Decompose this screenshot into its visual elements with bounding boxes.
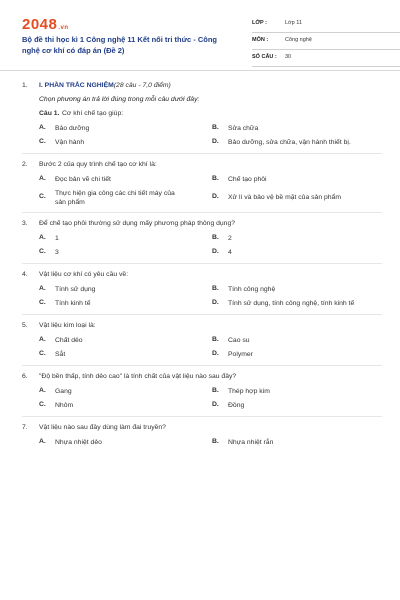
- option-text: Bảo dưỡng, sửa chữa, vận hành thiết bị.: [228, 139, 351, 146]
- option-row: [22, 245, 382, 259]
- option-text: Polymer: [228, 351, 253, 358]
- option-letter: B.: [212, 336, 219, 343]
- question-6: [22, 370, 382, 412]
- option-row: [22, 296, 382, 310]
- option-text: Chế tạo phôi: [228, 176, 267, 183]
- option-text: Chất dẻo: [55, 337, 83, 344]
- option-text: Thép hợp kim: [228, 388, 270, 395]
- question-text: "Độ bền thấp, tính dẻo cao" là tính chất của vật liệu nào sau đây?: [39, 373, 237, 380]
- question-3: [22, 217, 382, 259]
- option-text: Sửa chữa: [228, 125, 259, 132]
- option-text: Vận hành: [55, 139, 85, 146]
- option-text: Đọc bản vẽ chi tiết: [55, 176, 111, 183]
- option-text: 3: [55, 249, 59, 256]
- question-text: Vật liệu cơ khí có yêu cầu về:: [39, 271, 129, 278]
- meta-row-class: [252, 16, 400, 33]
- question-heading: [22, 421, 382, 435]
- option-text: Gang: [55, 388, 72, 395]
- option-letter: B.: [212, 438, 219, 445]
- question-divider: [22, 212, 382, 213]
- question-divider: [22, 416, 382, 417]
- options: [22, 282, 382, 310]
- option-letter: D.: [212, 193, 219, 200]
- question-divider: [22, 314, 382, 315]
- options: [22, 435, 382, 449]
- option-letter: A.: [39, 336, 46, 343]
- option-letter: B.: [212, 234, 219, 241]
- meta-value: Công nghệ: [285, 37, 312, 43]
- question-heading: [22, 319, 382, 333]
- option-text: Tính công nghệ: [228, 286, 276, 293]
- options: [22, 172, 382, 208]
- meta-label: MÔN :: [252, 37, 269, 43]
- question-number: 1.: [22, 82, 28, 89]
- logo-text: 2048: [22, 16, 58, 33]
- option-text: Cao su: [228, 337, 250, 344]
- option-letter: A.: [39, 285, 46, 292]
- question-7: [22, 421, 382, 449]
- meta-row-count: [252, 50, 400, 67]
- option-row: [22, 435, 382, 449]
- question-text: Để chế tạo phôi thường sử dụng mấy phương pháp thông dụng?: [39, 220, 236, 227]
- option-text: Tính sử dụng: [55, 286, 96, 293]
- option-row: [22, 384, 382, 398]
- option-text: Nhôm: [55, 402, 74, 409]
- option-letter: B.: [212, 387, 219, 394]
- section-note: (28 câu - 7,0 điểm): [113, 82, 171, 89]
- option-row: [22, 347, 382, 361]
- question-text: Vật liệu nào sau đây dùng làm đai truyền?: [39, 424, 166, 431]
- option-text: Bảo dưỡng: [55, 125, 90, 132]
- question-number: 6.: [22, 373, 28, 380]
- question-heading: [22, 370, 382, 384]
- page-header: [22, 12, 382, 68]
- section-title: I. PHẦN TRẮC NGHIỆM: [39, 82, 114, 89]
- question-heading: [22, 158, 382, 172]
- option-letter: D.: [212, 401, 219, 408]
- option-text: Tính sử dụng, tính công nghệ, tính kinh tế: [228, 300, 355, 307]
- question-5: [22, 319, 382, 361]
- option-letter: A.: [39, 387, 46, 394]
- option-letter: A.: [39, 234, 46, 241]
- meta-value: Lớp 11: [285, 20, 302, 26]
- option-letter: C.: [39, 299, 46, 306]
- meta-row-subject: [252, 33, 400, 50]
- option-row: [22, 135, 382, 149]
- exam-content: [22, 79, 382, 449]
- section-instruction: [22, 93, 382, 107]
- question-4: [22, 268, 382, 310]
- option-row: [22, 398, 382, 412]
- meta-label: LỚP :: [252, 20, 267, 26]
- option-text: Thực hiện gia công các chi tiết máy của sản phẩm: [55, 190, 175, 206]
- option-letter: C.: [39, 401, 46, 408]
- option-letter: C.: [39, 350, 46, 357]
- option-letter: B.: [212, 285, 219, 292]
- option-row: [22, 121, 382, 135]
- option-letter: C.: [39, 248, 46, 255]
- option-letter: B.: [212, 175, 219, 182]
- options: [22, 121, 382, 149]
- option-letter: A.: [39, 438, 46, 445]
- option-text: Sắt: [55, 351, 66, 358]
- site-logo[interactable]: [22, 16, 69, 33]
- option-text: 1: [55, 235, 59, 242]
- question-divider: [22, 263, 382, 264]
- option-row: [22, 282, 382, 296]
- option-row: [22, 231, 382, 245]
- question-divider: [22, 365, 382, 366]
- option-text: Nhựa nhiệt rắn: [228, 439, 274, 446]
- logo-suffix: .vn: [58, 25, 69, 31]
- option-text: 2: [228, 235, 232, 242]
- question-text: Vật liệu kim loại là:: [39, 322, 96, 329]
- options: [22, 231, 382, 259]
- option-letter: D.: [212, 350, 219, 357]
- question-1: [22, 79, 382, 149]
- option-text: Nhựa nhiệt dẻo: [55, 439, 102, 446]
- meta-value: 30: [285, 54, 292, 60]
- question-number: 2.: [22, 161, 28, 168]
- options: [22, 384, 382, 412]
- option-letter: B.: [212, 124, 219, 131]
- question-number: 4.: [22, 271, 28, 278]
- meta-label: SỐ CÂU :: [252, 54, 277, 60]
- question-caption: [22, 107, 382, 121]
- question-heading: [22, 217, 382, 231]
- instruction-text: Chọn phương án trả lời đúng trong mỗi câu dưới đây:: [39, 96, 200, 103]
- section-heading-text: [39, 82, 171, 89]
- question-heading: [22, 268, 382, 282]
- option-row: [22, 333, 382, 347]
- question-2: [22, 158, 382, 208]
- option-letter: A.: [39, 175, 46, 182]
- question-number: 3.: [22, 220, 28, 227]
- question-divider: [22, 153, 382, 154]
- caption-label: Câu 1.: [39, 110, 60, 117]
- meta-table: [252, 16, 400, 67]
- options: [22, 333, 382, 361]
- document-title: Bộ đề thi học kì 1 Công nghệ 11 Kết nối tri thức - Công nghệ cơ khí có đáp án (Đề 2): [22, 35, 218, 55]
- question-text: Bước 2 của quy trình chế tạo cơ khí là:: [39, 161, 157, 168]
- option-letter: A.: [39, 124, 46, 131]
- option-text: Tính kinh tế: [55, 300, 91, 307]
- option-letter: C.: [39, 138, 46, 145]
- header-divider: [0, 70, 400, 71]
- option-row: [22, 172, 382, 186]
- option-text: Đồng: [228, 402, 245, 409]
- option-letter: D.: [212, 248, 219, 255]
- option-letter: D.: [212, 299, 219, 306]
- option-text: Xử lí và bảo vệ bề mặt của sản phẩm: [228, 194, 341, 201]
- section-heading: [22, 79, 382, 93]
- option-letter: C.: [39, 193, 46, 200]
- option-letter: D.: [212, 138, 219, 145]
- option-text: 4: [228, 249, 232, 256]
- caption-text: Cơ khí chế tạo giúp:: [62, 110, 124, 117]
- question-number: 7.: [22, 424, 28, 431]
- question-number: 5.: [22, 322, 28, 329]
- option-row: [22, 186, 382, 208]
